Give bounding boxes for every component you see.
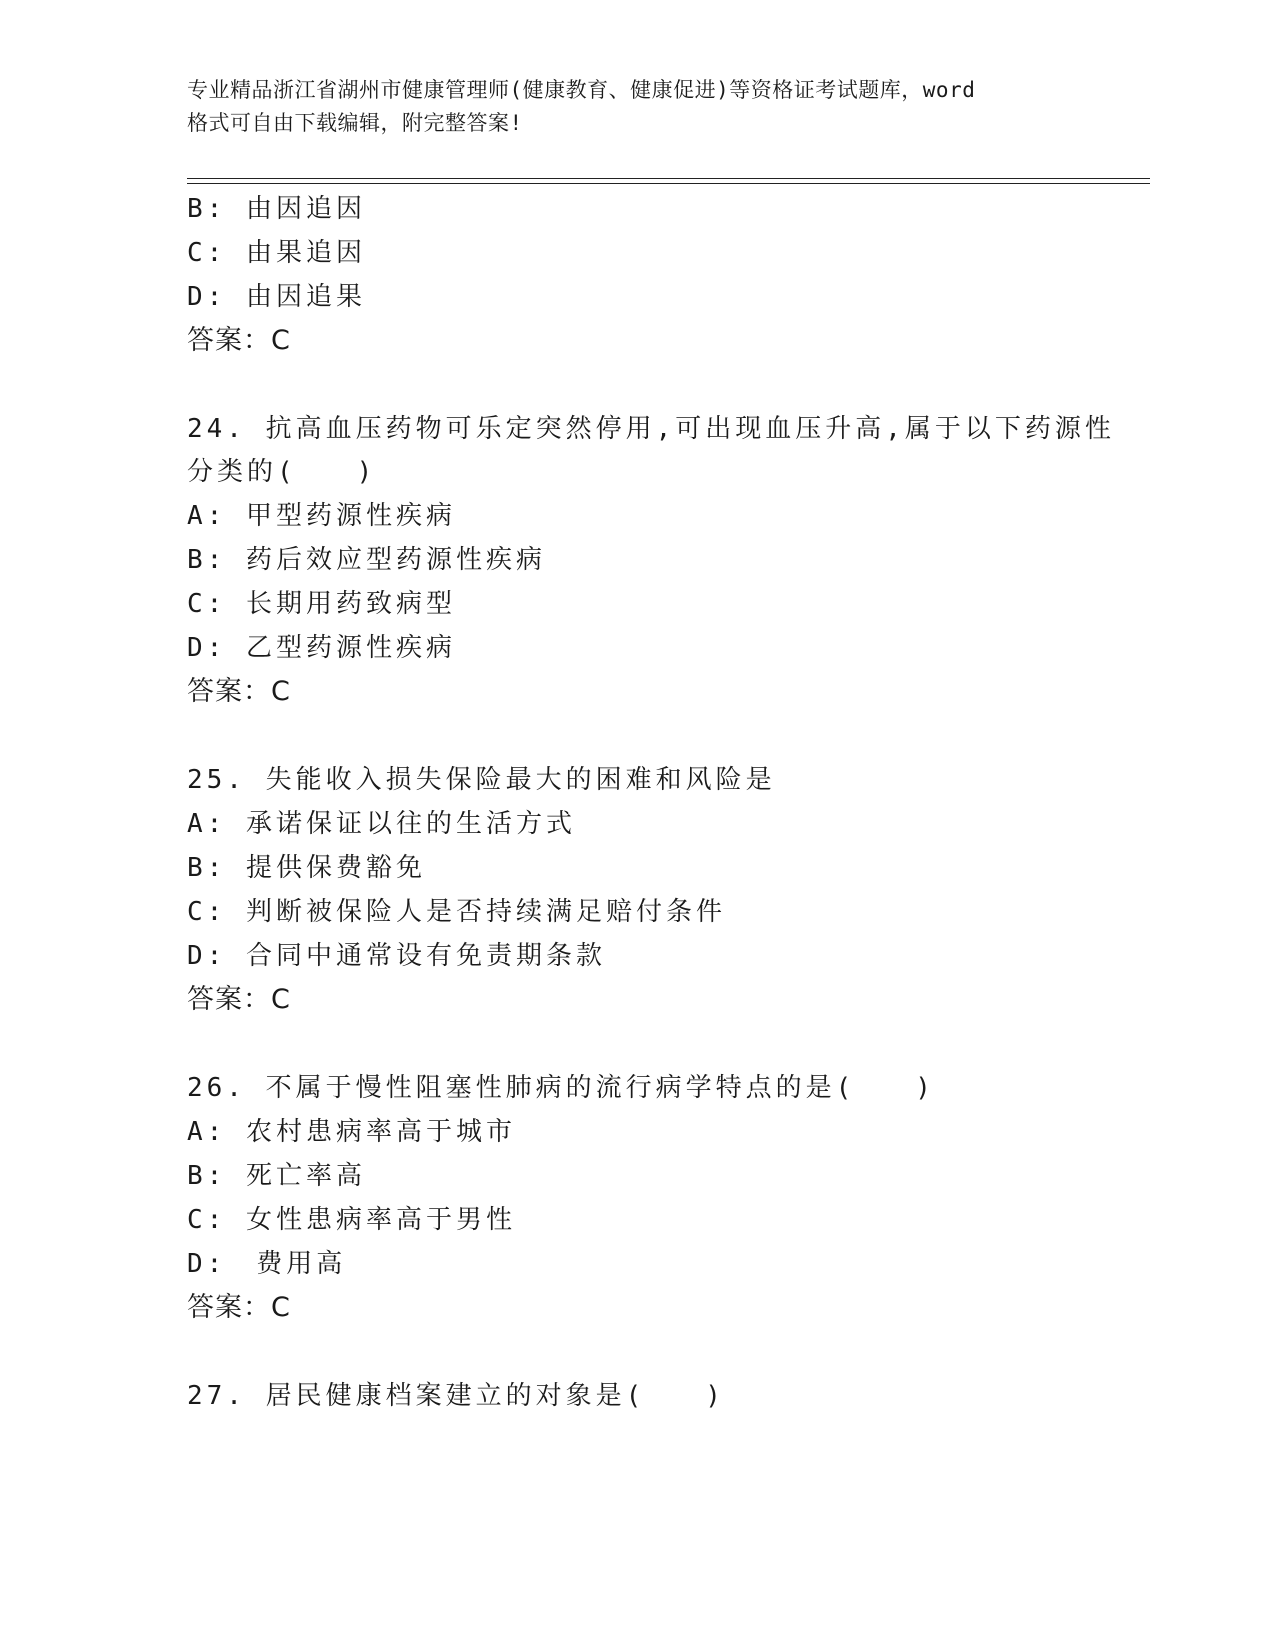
header-divider-top <box>187 178 1150 179</box>
q24-answer: 答案：C <box>187 676 291 707</box>
q25-answer: 答案：C <box>187 984 291 1015</box>
q24-option-a: A: 甲型药源性疾病 <box>187 501 456 531</box>
header-line-1: 专业精品浙江省湖州市健康管理师(健康教育、健康促进)等资格证考试题库，word <box>187 78 976 102</box>
q24-stem-line-1: 24. 抗高血压药物可乐定突然停用,可出现血压升高,属于以下药源性 <box>187 414 1115 444</box>
q24-option-d: D: 乙型药源性疾病 <box>187 633 456 663</box>
q25-stem: 25. 失能收入损失保险最大的困难和风险是 <box>187 765 776 795</box>
q26-stem: 26. 不属于慢性阻塞性肺病的流行病学特点的是( ) <box>187 1073 935 1103</box>
q26-option-a: A: 农村患病率高于城市 <box>187 1117 516 1147</box>
q24-stem-line-2: 分类的( ) <box>187 457 377 487</box>
q24-option-b: B: 药后效应型药源性疾病 <box>187 545 546 575</box>
q25-option-c: C: 判断被保险人是否持续满足赔付条件 <box>187 897 726 927</box>
q23-option-c: C: 由果追因 <box>187 238 366 268</box>
q26-option-d: D: 费用高 <box>187 1249 347 1279</box>
header-line-2: 格式可自由下载编辑，附完整答案! <box>187 111 523 135</box>
q25-option-b: B: 提供保费豁免 <box>187 853 426 883</box>
q23-answer: 答案：C <box>187 325 291 356</box>
header-divider-bottom <box>187 183 1150 184</box>
q23-option-d: D: 由因追果 <box>187 282 366 312</box>
q24-option-c: C: 长期用药致病型 <box>187 589 456 619</box>
q26-answer: 答案：C <box>187 1292 291 1323</box>
q26-option-b: B: 死亡率高 <box>187 1161 366 1191</box>
q25-option-a: A: 承诺保证以往的生活方式 <box>187 809 576 839</box>
q25-option-d: D: 合同中通常设有免责期条款 <box>187 941 606 971</box>
document-header <box>187 74 1107 140</box>
q23-option-b: B: 由因追因 <box>187 194 366 224</box>
q27-stem: 27. 居民健康档案建立的对象是( ) <box>187 1381 725 1411</box>
q26-option-c: C: 女性患病率高于男性 <box>187 1205 516 1235</box>
